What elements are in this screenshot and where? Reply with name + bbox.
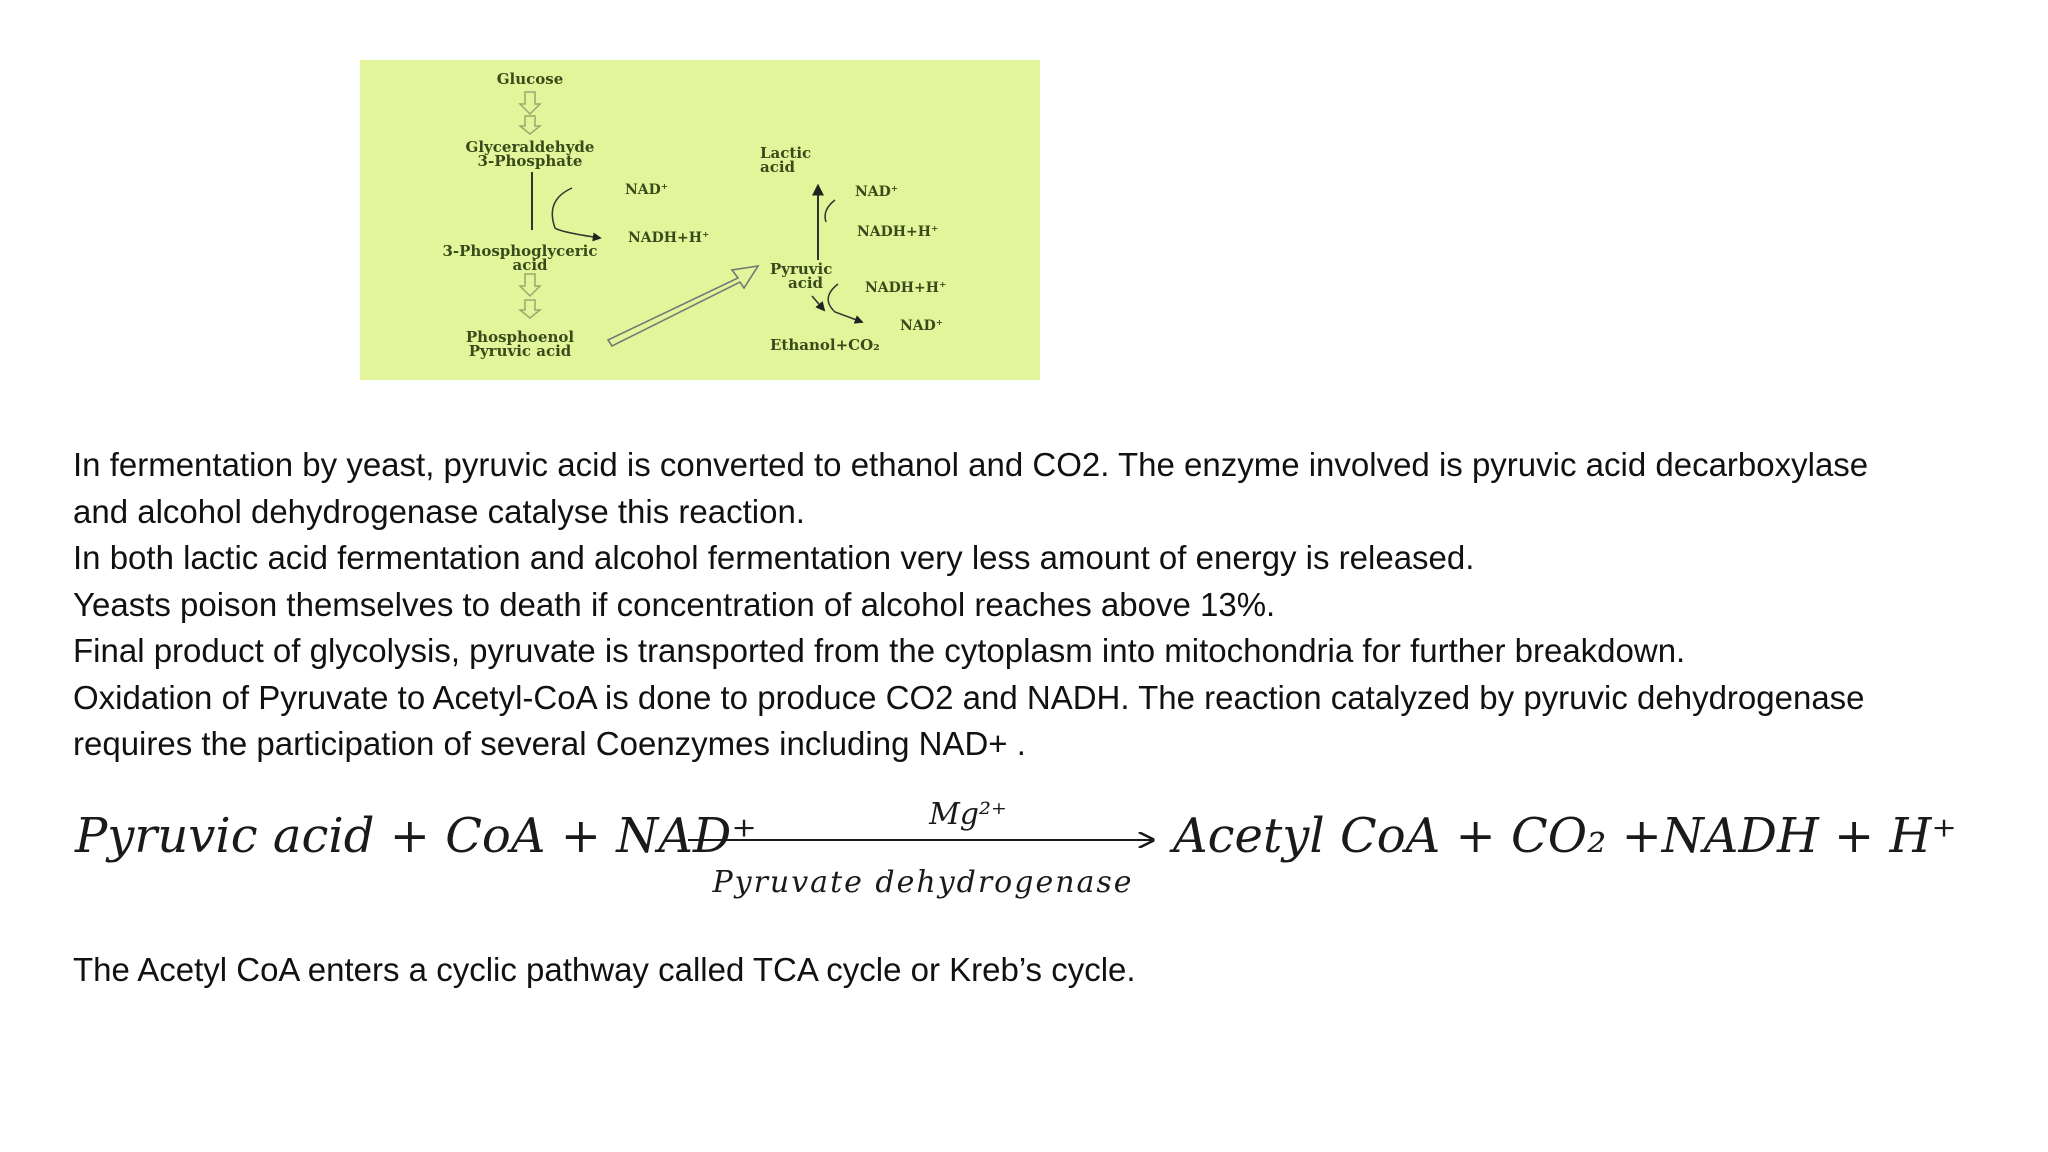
- pathway-svg: [360, 60, 1040, 380]
- equation-reactants: Pyruvic acid + CoA + NAD⁺: [75, 808, 757, 864]
- nadh-curved-arrow-right-bottom: [828, 284, 862, 322]
- nad-curved-arrow-right-top: [825, 200, 835, 222]
- hollow-down-arrow-2: [520, 274, 540, 318]
- pyruvic-line2: acid: [788, 274, 824, 292]
- pga-line2: acid: [512, 256, 548, 274]
- nad-plus-left: NAD⁺: [625, 182, 669, 198]
- ethanol-label: Ethanol+CO₂: [770, 336, 880, 354]
- pyruvic-to-ethanol-arrow: [812, 296, 824, 310]
- nadh-right-top: NADH+H⁺: [857, 224, 939, 240]
- reaction-equation: [73, 782, 1973, 912]
- body-paragraphs: [73, 442, 2013, 768]
- paragraph-line: In fermentation by yeast, pyruvic acid is converted to ethanol and CO2. The enzyme involved is pyruvic acid decarboxylase: [73, 446, 1869, 483]
- pep-to-pyruvic-hollow-arrow: [608, 266, 758, 346]
- nadh-right-bottom: NADH+H⁺: [865, 280, 947, 296]
- pep-line2: Pyruvic acid: [468, 342, 572, 360]
- lactic-line1: Lactic: [760, 144, 812, 162]
- g3p-line2: 3-Phosphate: [477, 152, 583, 170]
- hollow-down-arrow-1: [520, 92, 540, 134]
- nad-curved-arrow-left: [552, 188, 600, 238]
- equation-products: Acetyl CoA + CO₂ +NADH + H⁺: [1173, 808, 1957, 864]
- pep-line1: Phosphoenol: [465, 328, 575, 346]
- nadh-left: NADH+H⁺: [628, 230, 710, 246]
- nad-plus-right-top: NAD⁺: [855, 184, 899, 200]
- paragraph-line: Final product of glycolysis, pyruvate is transported from the cytoplasm into mitochondria for further breakdown.: [73, 632, 1686, 669]
- paragraph-line: Yeasts poison themselves to death if concentration of alcohol reaches above 13%.: [73, 585, 1276, 623]
- pga-line1: 3-Phosphoglyceric: [442, 242, 598, 260]
- glucose-label: Glucose: [496, 70, 564, 88]
- paragraph-line: Oxidation of Pyruvate to Acetyl-CoA is done to produce CO2 and NADH. The reaction catalyzed by pyruvic dehydrogenase: [73, 678, 1865, 716]
- fermentation-pathway-diagram: [360, 60, 1040, 380]
- closing-sentence: The Acetyl CoA enters a cyclic pathway called TCA cycle or Kreb’s cycle.: [73, 951, 1136, 988]
- paragraph-line: requires the participation of several Coenzymes including NAD+ .: [73, 725, 1026, 762]
- pyruvic-line1: Pyruvic: [770, 260, 833, 278]
- equation-svg: [73, 782, 1973, 912]
- equation-catalyst: Mg²⁺: [929, 797, 1007, 832]
- lactic-line2: acid: [760, 158, 796, 176]
- equation-enzyme: Pyruvate dehydrogenase: [712, 865, 1134, 900]
- paragraph-line: and alcohol dehydrogenase catalyse this reaction.: [73, 492, 805, 530]
- nad-plus-right-bottom: NAD⁺: [900, 318, 944, 334]
- g3p-line1: Glyceraldehyde: [465, 138, 595, 156]
- paragraph-line: In both lactic acid fermentation and alcohol fermentation very less amount of energy is released.: [73, 539, 1475, 576]
